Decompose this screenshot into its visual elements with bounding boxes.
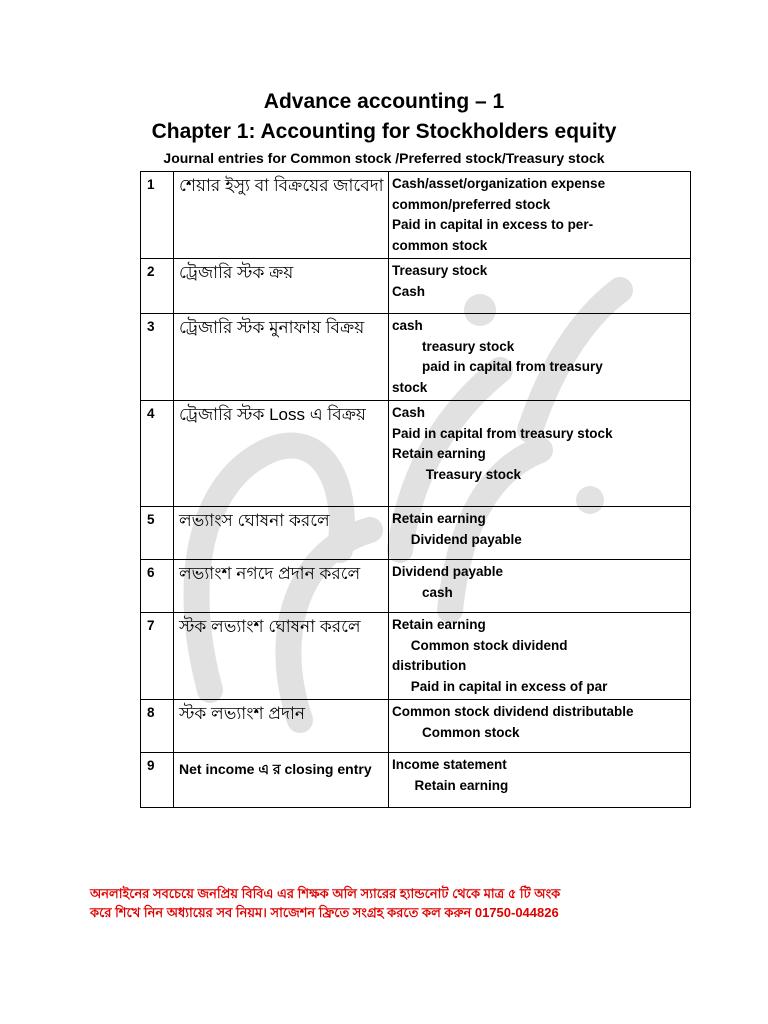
row-number: 5 [141, 507, 174, 560]
journal-entry: Common stock dividend distributable Common stock [389, 700, 691, 753]
page-title: Advance accounting – 1 [263, 90, 505, 113]
row-number: 2 [141, 259, 174, 314]
journal-entry: cash treasury stock paid in capital from treasury stock [389, 314, 691, 401]
table-row [141, 314, 691, 401]
row-number: 6 [141, 560, 174, 613]
journal-entry: Treasury stock Cash [389, 259, 691, 314]
row-description: ট্রেজারি স্টক Loss এ বিক্রয় [174, 401, 389, 507]
row-description: ট্রেজারি স্টক মুনাফায় বিক্রয় [174, 314, 389, 401]
promo-footer [90, 884, 710, 922]
promo-line-2: করে শিখে নিন অধ্যায়ের সব নিয়ম। সাজেশন ফ্রিতে সংগ্রহ করতে কল করুন 01750-044826 [90, 905, 559, 920]
row-number: 3 [141, 314, 174, 401]
row-number: 7 [141, 613, 174, 700]
journal-entry: Cash/asset/organization expense common/preferred stock Paid in capital in excess to per- common stock [389, 172, 691, 259]
journal-entry: Dividend payable cash [389, 560, 691, 613]
row-description: শেয়ার ইস্যু বা বিক্রয়ের জাবেদা [174, 172, 389, 259]
table-row [141, 560, 691, 613]
row-description: লভ্যাংস ঘোষনা করলে [174, 507, 389, 560]
promo-line-1: অনলাইনের সবচেয়ে জনপ্রিয় বিবিএ এর শিক্ষক অলি স্যারের হ্যান্ডনোট থেকে মাত্র ৫ টি অংক [90, 886, 561, 901]
journal-entry: Income statement Retain earning [389, 753, 691, 808]
table-row [141, 613, 691, 700]
table-row [141, 507, 691, 560]
table-row [141, 172, 691, 259]
table-row [141, 753, 691, 808]
journal-entries-table [140, 171, 691, 808]
row-number: 8 [141, 700, 174, 753]
journal-entry: Retain earning Dividend payable [389, 507, 691, 560]
row-description: Net income এ র closing entry [174, 753, 389, 808]
journal-entry: Cash Paid in capital from treasury stock Retain earning Treasury stock [389, 401, 691, 507]
row-number: 1 [141, 172, 174, 259]
row-description: লভ্যাংশ নগদে প্রদান করলে [174, 560, 389, 613]
row-number: 9 [141, 753, 174, 808]
row-description: ট্রেজারি স্টক ক্রয় [174, 259, 389, 314]
table-row [141, 259, 691, 314]
row-description: স্টক লভ্যাংশ প্রদান [174, 700, 389, 753]
journal-entry: Retain earning Common stock dividend distribution Paid in capital in excess of par [389, 613, 691, 700]
table-row [141, 401, 691, 507]
page-subtitle: Journal entries for Common stock /Preferred stock/Treasury stock [163, 150, 605, 166]
table-row [141, 700, 691, 753]
row-number: 4 [141, 401, 174, 507]
row-description: স্টক লভ্যাংশ ঘোষনা করলে [174, 613, 389, 700]
chapter-title: Chapter 1: Accounting for Stockholders equity [151, 120, 617, 143]
